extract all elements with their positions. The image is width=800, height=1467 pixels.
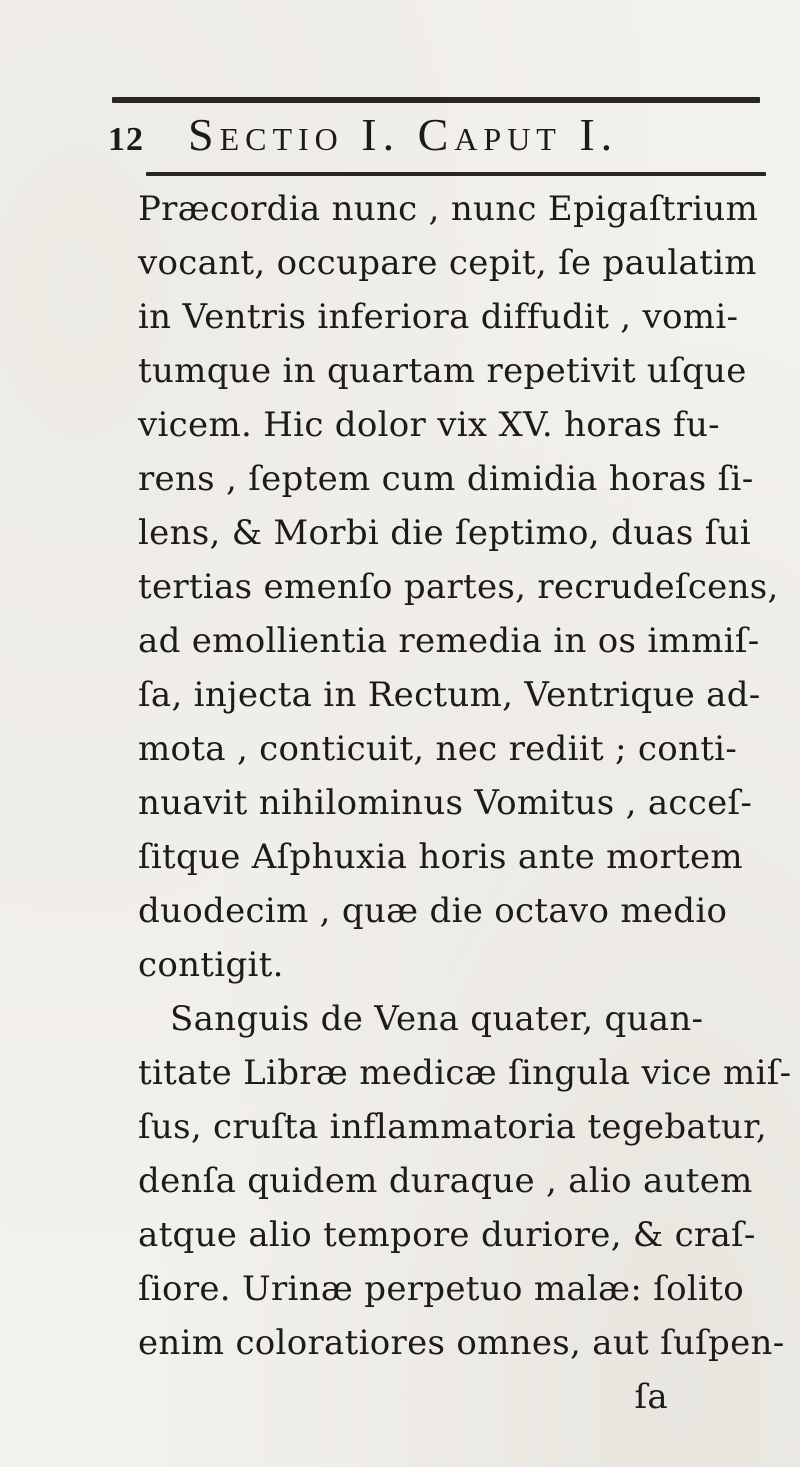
text-line: duodecim , quæ die octavo medio — [138, 891, 728, 931]
text-line: rens , ſeptem cum dimidia horas ſi- — [138, 459, 754, 499]
text-line: ad emollientia remedia in os immiſ- — [138, 621, 760, 661]
text-line: atque alio tempore duriore, & craſ- — [138, 1215, 756, 1255]
body-text — [138, 182, 792, 1424]
catchword: ſa — [634, 1377, 668, 1417]
text-line: vocant, occupare cepit, ſe paulatim — [138, 243, 757, 283]
page-header — [108, 108, 768, 164]
text-line: nuavit nihilominus Vomitus , acceſ- — [138, 783, 753, 823]
text-line: ſus, cruſta inflammatoria tegebatur, — [138, 1107, 768, 1147]
text-line: denſa quidem duraque , alio autem — [138, 1161, 753, 1201]
text-line: ſa, injecta in Rectum, Ventrique ad- — [138, 675, 761, 715]
text-line: contigit. — [138, 945, 284, 985]
text-line: in Ventris inferiora diffudit , vomi- — [138, 297, 739, 337]
text-line: lens, & Morbi die ſeptimo, duas ſui — [138, 513, 751, 553]
text-line: Sanguis de Vena quater, quan- — [170, 999, 704, 1039]
text-line: tertias emenſo partes, recrudeſcens, — [138, 567, 779, 607]
text-line: ſitque Aſphuxia horis ante mortem — [138, 837, 743, 877]
page-number: 12 — [108, 121, 144, 158]
text-line: ſiore. Urinæ perpetuo malæ: ſolito — [138, 1269, 744, 1309]
running-head: Sectio I. Caput I. — [188, 109, 619, 160]
header-rule — [146, 172, 766, 176]
text-line: enim coloratiores omnes, aut ſuſpen- — [138, 1323, 785, 1363]
text-line: titate Libræ medicæ ſingula vice miſ- — [138, 1053, 792, 1093]
top-rule — [112, 97, 760, 103]
text-line: mota , conticuit, nec rediit ; conti- — [138, 729, 738, 769]
text-line: Præcordia nunc , nunc Epigaſtrium — [138, 189, 759, 229]
text-line: vicem. Hic dolor vix XV. horas fu- — [138, 405, 720, 445]
text-line: tumque in quartam repetivit uſque — [138, 351, 747, 391]
